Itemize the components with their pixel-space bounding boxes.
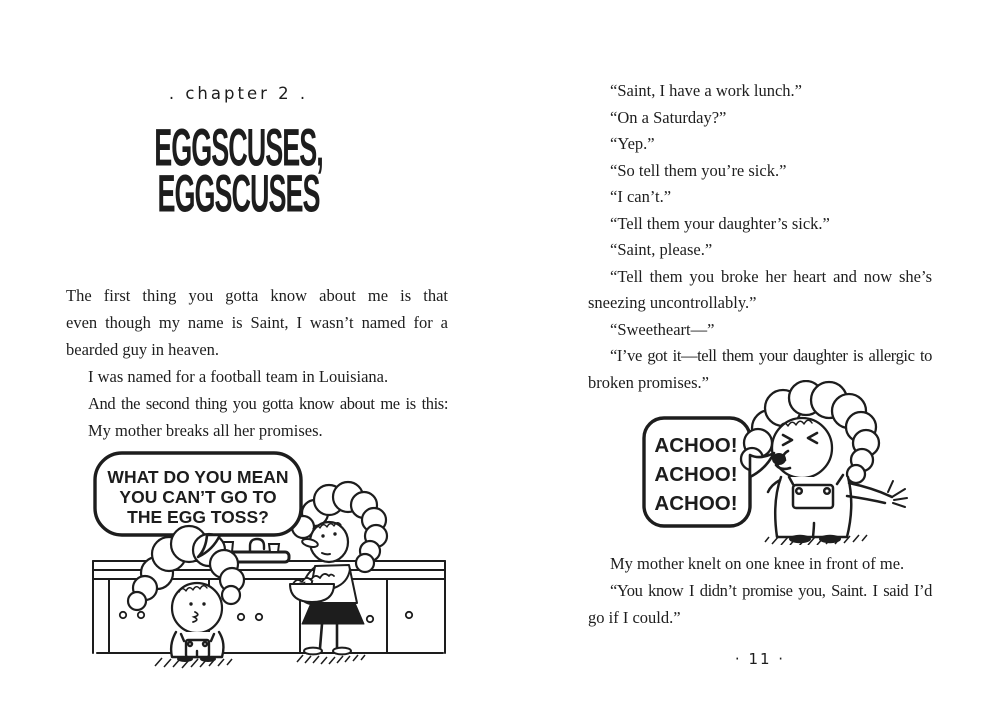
- chapter-title-text: EGGSCUSES,: [154, 118, 323, 178]
- speech-bubble-line: ACHOO!: [654, 492, 738, 515]
- speech-bubble-line: ACHOO!: [654, 463, 738, 486]
- body-line: I was named for a football team in Louisiana.: [88, 367, 389, 386]
- right-page-dialogue: [588, 78, 932, 396]
- closing-line: go if I could.”: [588, 608, 681, 627]
- dialogue-line: “Saint, I have a work lunch.”: [610, 81, 802, 100]
- body-line: even though my name is Saint, I wasn’t named for a: [66, 313, 448, 332]
- closing-line: “You know I didn’t promise you, Saint. I said I’d: [610, 581, 932, 600]
- dialogue-line: “I can’t.”: [610, 187, 672, 206]
- sneeze-cartoon-illustration: [630, 380, 950, 545]
- mother-figure: [290, 482, 387, 654]
- body-line: The first thing you gotta know about me is that: [66, 286, 448, 305]
- chapter-heading: [66, 84, 411, 224]
- body-line: And the second thing you gotta know about me is this:: [88, 394, 448, 413]
- page-number: · 11 ·: [734, 650, 786, 668]
- left-page-body: [66, 282, 448, 444]
- dialogue-line: “Tell them you broke her heart and now she’s: [610, 266, 932, 286]
- speech-bubble-line: YOU CAN’T GO TO: [119, 487, 277, 507]
- closing-line: My mother knelt on one knee in front of me.: [610, 554, 905, 573]
- dialogue-line: “Sweetheart—”: [610, 319, 715, 339]
- speech-bubble-line: THE EGG TOSS?: [127, 507, 269, 527]
- cabinet-knobs: [120, 612, 412, 622]
- kitchen-cartoon-illustration: [57, 443, 450, 671]
- body-line: bearded guy in heaven.: [66, 340, 220, 359]
- dialogue-line: “Yep.”: [610, 134, 655, 153]
- dialogue-line: “Saint, please.”: [610, 240, 713, 259]
- body-line: My mother breaks all her promises.: [88, 421, 323, 440]
- dialogue-line: “So tell them you’re sick.”: [610, 160, 787, 180]
- chapter-title-line: [66, 164, 411, 224]
- chapter-title-text: EGGSCUSES: [157, 164, 320, 224]
- speech-bubble-line: ACHOO!: [654, 434, 738, 457]
- chapter-label: . chapter 2 .: [168, 84, 309, 103]
- chapter-title: [66, 118, 411, 224]
- speech-bubble-tail: [750, 453, 774, 477]
- dialogue-line: “I’ve got it—tell them your daughter is allergic to: [610, 346, 932, 365]
- dialogue-line: “On a Saturday?”: [610, 107, 727, 127]
- dialogue-line: sneezing uncontrollably.”: [588, 293, 757, 312]
- dialogue-line: broken promises.”: [588, 372, 709, 392]
- speech-bubble-line: WHAT DO YOU MEAN: [107, 467, 289, 487]
- dialogue-line: “Tell them your daughter’s sick.”: [610, 213, 830, 233]
- right-page-closing: [588, 550, 932, 631]
